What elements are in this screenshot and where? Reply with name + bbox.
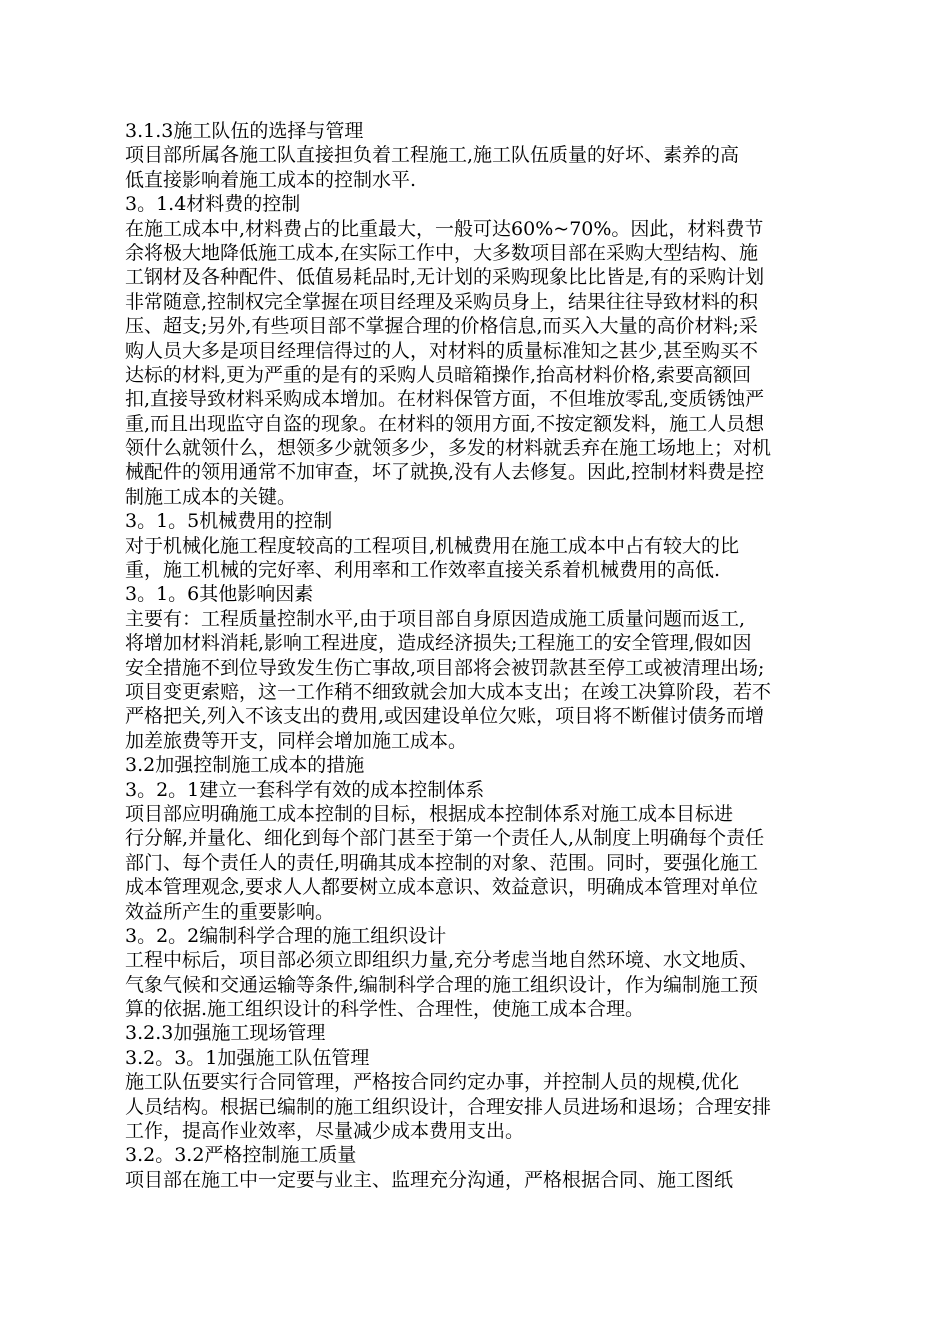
text-line: 3.2.3加强施工现场管理 (125, 1022, 326, 1045)
text-line: 3。1.4材料费的控制 (125, 193, 301, 216)
section-heading (125, 582, 870, 606)
text-line: 主要有：工程质量控制水平,由于项目部自身原因造成施工质量问题而返工, (125, 607, 746, 630)
section-heading (125, 1021, 870, 1045)
text-line: 重,而且出现监守自盗的现象。在材料的领用方面,不按定额发料，施工人员想 (125, 412, 765, 435)
text-line: 在施工成本中,材料费占的比重最大，一般可达60%~70%。因此，材料费节 (125, 217, 764, 240)
document-body (125, 119, 870, 1192)
text-line: 行分解,并量化、细化到每个部门甚至于第一个责任人,从制度上明确每个责任 (125, 827, 765, 850)
text-line: 部门、每个责任人的责任,明确其成本控制的对象、范围。同时，要强化施工 (125, 851, 759, 874)
text-line: 成本管理观念,要求人人都要树立成本意识、效益意识，明确成本管理对单位 (125, 876, 759, 899)
section-heading (125, 924, 870, 948)
text-line: 重，施工机械的完好率、利用率和工作效率直接关系着机械费用的高低. (125, 559, 721, 582)
text-line: 将增加材料消耗,影响工程进度，造成经济损失;工程施工的安全管理,假如因 (125, 632, 752, 655)
text-line: 3.1.3施工队伍的选择与管理 (125, 120, 364, 142)
text-line: 购人员大多是项目经理信得过的人，对材料的质量标准知之甚少,甚至购买不 (125, 339, 759, 362)
text-line: 严格把关,列入不该支出的费用,或因建设单位欠账，项目将不断催讨债务而增 (125, 705, 765, 728)
text-line: 项目部应明确施工成本控制的目标，根据成本控制体系对施工成本目标进 (125, 802, 734, 825)
text-line: 工钢材及各种配件、低值易耗品时,无计划的采购现象比比皆是,有的采购计划 (125, 266, 765, 289)
text-line: 3。1。5机械费用的控制 (125, 510, 333, 533)
text-line: 气象气候和交通运输等条件,编制科学合理的施工组织设计，作为编制施工预 (125, 973, 759, 996)
body-paragraph (125, 802, 870, 924)
body-paragraph (125, 217, 870, 510)
text-line: 效益所产生的重要影响。 (125, 900, 335, 923)
body-paragraph (125, 1070, 870, 1143)
text-line: 制施工成本的关键。 (125, 485, 297, 508)
text-line: 械配件的领用通常不加审查，坏了就换,没有人去修复。因此,控制材料费是控 (125, 461, 765, 484)
text-line: 3。1。6其他影响因素 (125, 583, 314, 606)
text-line: 领什么就领什么，想领多少就领多少，多发的材料就丢弃在施工场地上；对机 (125, 437, 772, 460)
text-line: 算的依据.施工组织设计的科学性、合理性，使施工成本合理。 (125, 998, 645, 1021)
section-heading (125, 509, 870, 533)
section-heading (125, 778, 870, 802)
text-line: 工程中标后，项目部必须立即组织力量,充分考虑当地自然环境、水文地质、 (125, 949, 759, 972)
section-heading (125, 1143, 870, 1167)
text-line: 3.2。3。1加强施工队伍管理 (125, 1046, 370, 1069)
text-line: 余将极大地降低施工成本,在实际工作中，大多数项目部在采购大型结构、施 (125, 241, 759, 264)
text-line: 低直接影响着施工成本的控制水平. (125, 168, 417, 191)
body-paragraph (125, 1168, 870, 1192)
text-line: 达标的材料,更为严重的是有的采购人员暗箱操作,抬高材料价格,索要高额回 (125, 363, 752, 386)
text-line: 安全措施不到位导致发生伤亡事故,项目部将会被罚款甚至停工或被清理出场; (125, 656, 765, 679)
body-paragraph (125, 948, 870, 1021)
text-line: 对于机械化施工程度较高的工程项目,机械费用在施工成本中占有较大的比 (125, 534, 740, 557)
text-line: 加差旅费等开支，同样会增加施工成本。 (125, 729, 468, 752)
section-heading (125, 1046, 870, 1070)
section-heading (125, 192, 870, 216)
text-line: 3。2。1建立一套科学有效的成本控制体系 (125, 778, 485, 801)
text-line: 3.2。3.2严格控制施工质量 (125, 1144, 357, 1167)
text-line: 施工队伍要实行合同管理，严格按合同约定办事，并控制人员的规模,优化 (125, 1071, 740, 1094)
text-line: 扣,直接导致材料采购成本增加。在材料保管方面，不但堆放零乱,变质锈蚀严 (125, 388, 765, 411)
text-line: 3。2。2编制科学合理的施工组织设计 (125, 924, 447, 947)
body-paragraph (125, 534, 870, 583)
body-paragraph (125, 607, 870, 753)
text-line: 压、超支;另外,有些项目部不掌握合理的价格信息,而买入大量的高价材料;采 (125, 315, 758, 338)
section-heading (125, 753, 870, 777)
text-line: 人员结构。根据已编制的施工组织设计，合理安排人员进场和退场；合理安排 (125, 1095, 772, 1118)
body-paragraph (125, 143, 870, 192)
text-line: 项目部在施工中一定要与业主、监理充分沟通，严格根据合同、施工图纸 (125, 1168, 734, 1191)
text-line: 3.2加强控制施工成本的措施 (125, 754, 365, 777)
text-line: 工作，提高作业效率，尽量减少成本费用支出。 (125, 1120, 525, 1143)
section-heading (125, 119, 870, 143)
text-line: 项目部所属各施工队直接担负着工程施工,施工队伍质量的好坏、素养的高 (125, 144, 740, 167)
text-line: 项目变更索赔，这一工作稍不细致就会加大成本支出；在竣工决算阶段，若不 (125, 680, 772, 703)
text-line: 非常随意,控制权完全掌握在项目经理及采购员身上，结果往往导致材料的积 (125, 290, 759, 313)
